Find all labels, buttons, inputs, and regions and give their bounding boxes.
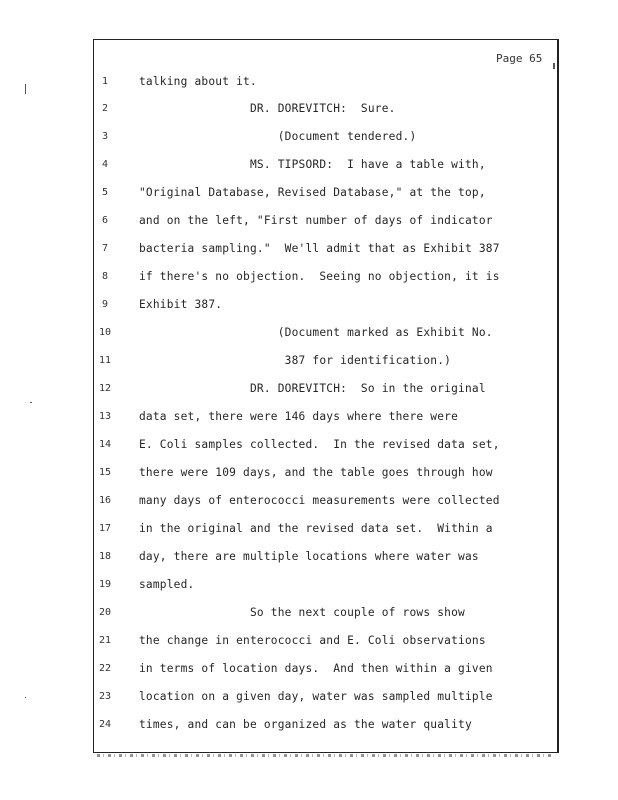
transcript-line [0, 492, 618, 512]
line-number: 5 [101, 187, 109, 198]
line-text: many days of enterococci measurements were collected [139, 494, 500, 507]
page-number: Page 65 [496, 52, 543, 65]
line-text: sampled. [139, 578, 195, 591]
line-number: 18 [98, 551, 112, 562]
line-text: and on the left, "First number of days of indicator [139, 214, 493, 227]
line-number: 3 [101, 131, 109, 142]
transcript-line [0, 576, 618, 596]
line-text: Exhibit 387. [139, 298, 223, 311]
line-number: 10 [98, 327, 112, 338]
line-number: 7 [101, 243, 109, 254]
line-number: 20 [98, 607, 112, 618]
transcript-line [0, 408, 618, 428]
line-number: 6 [101, 215, 109, 226]
line-text: there were 109 days, and the table goes through how [139, 466, 493, 479]
line-number: 4 [101, 159, 109, 170]
line-text: if there's no objection. Seeing no objection, it is [139, 270, 500, 283]
transcript-line [0, 324, 618, 344]
line-number: 21 [98, 635, 112, 646]
line-text: MS. TIPSORD: I have a table with, [139, 158, 486, 171]
line-text: (Document tendered.) [139, 130, 417, 143]
line-number: 2 [101, 103, 109, 114]
transcript-line [0, 436, 618, 456]
transcript-line [0, 128, 618, 148]
transcript-line [0, 240, 618, 260]
transcript-line [0, 520, 618, 540]
transcript-line [0, 632, 618, 652]
transcript-line [0, 100, 618, 120]
line-text: day, there are multiple locations where water was [139, 550, 479, 563]
line-text: DR. DOREVITCH: So in the original [139, 382, 486, 395]
line-number: 23 [98, 691, 112, 702]
line-number: 16 [98, 495, 112, 506]
line-number: 13 [98, 411, 112, 422]
line-text: 387 for identification.) [139, 354, 452, 367]
transcript-line [0, 660, 618, 680]
scan-noise [97, 754, 553, 757]
line-text: E. Coli samples collected. In the revised data set, [139, 438, 500, 451]
line-number: 22 [98, 663, 112, 674]
line-text: bacteria sampling." We'll admit that as Exhibit 387 [139, 242, 500, 255]
transcript-line [0, 464, 618, 484]
transcript-line [0, 296, 618, 316]
line-number: 1 [101, 76, 109, 87]
line-text: "Original Database, Revised Database," at the top, [139, 186, 486, 199]
transcript-line [0, 212, 618, 232]
line-text: talking about it. [139, 75, 257, 88]
transcript-line [0, 184, 618, 204]
line-text: data set, there were 146 days where there were [139, 410, 459, 423]
transcript-line [0, 716, 618, 736]
line-number: 24 [98, 719, 112, 730]
line-number: 11 [98, 355, 112, 366]
line-number: 12 [98, 383, 112, 394]
line-number: 14 [98, 439, 112, 450]
line-text: So the next couple of rows show [139, 606, 465, 619]
line-number: 15 [98, 467, 112, 478]
transcript-line [0, 688, 618, 708]
line-text: (Document marked as Exhibit No. [139, 326, 493, 339]
transcript-line [0, 268, 618, 288]
scan-mark [30, 402, 32, 403]
transcript-line [0, 604, 618, 624]
line-text: times, and can be organized as the water quality [139, 718, 472, 731]
transcript-line [0, 380, 618, 400]
line-text: in the original and the revised data set. Within a [139, 522, 493, 535]
line-number: 9 [101, 299, 109, 310]
line-number: 8 [101, 271, 109, 282]
line-text: location on a given day, water was sampled multiple [139, 690, 493, 703]
transcript-line [0, 548, 618, 568]
scan-mark [553, 63, 555, 69]
transcript-line [0, 73, 618, 93]
line-text: the change in enterococci and E. Coli observations [139, 634, 486, 647]
transcript-line [0, 156, 618, 176]
line-text: in terms of location days. And then within a given [139, 662, 493, 675]
transcript-line [0, 352, 618, 372]
line-number: 17 [98, 523, 112, 534]
line-number: 19 [98, 579, 112, 590]
line-text: DR. DOREVITCH: Sure. [139, 102, 396, 115]
